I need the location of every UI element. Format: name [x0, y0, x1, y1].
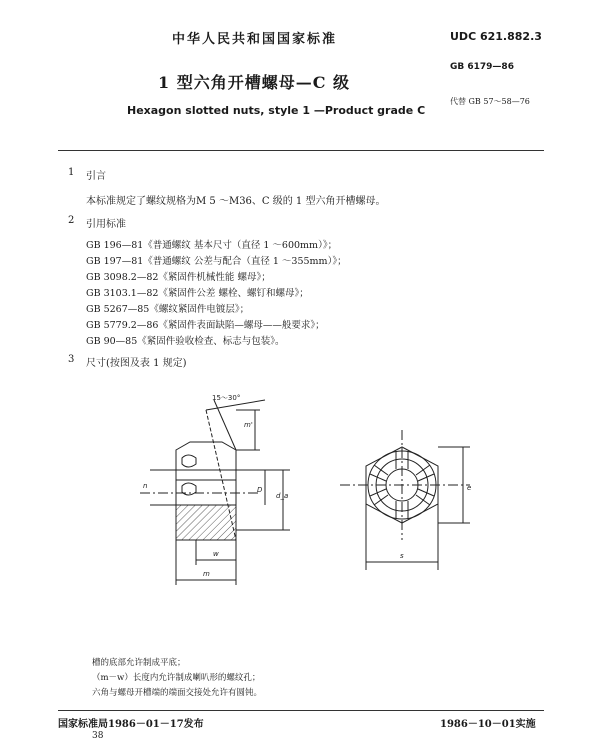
section-2-number: 2	[68, 215, 75, 226]
page-title: 1 型六角开槽螺母—C 级	[158, 73, 351, 92]
issued-date: 国家标准局1986－01－17发布	[58, 719, 204, 730]
standard-header-title: 中华人民共和国国家标准	[172, 32, 338, 47]
section-1-heading: 引言	[86, 171, 106, 182]
section-1-text: 本标准规定了螺纹规格为M 5 ～M36、C 级的 1 型六角开槽螺母。	[86, 196, 386, 207]
D-label: D	[257, 486, 263, 494]
section-2-heading: 引用标准	[86, 219, 126, 230]
udc-code: UDC 621.882.3	[450, 30, 542, 43]
effective-date: 1986－10－01实施	[440, 719, 536, 730]
reference-item: GB 3098.2—82《紧固件机械性能 螺母》；	[86, 272, 271, 283]
drawing-note: 槽的底部允许制成平底；	[92, 658, 186, 668]
w-label: w	[213, 550, 219, 558]
m-prime-label: m'	[244, 421, 253, 429]
replaces-note: 代替 GB 57～58—76	[450, 97, 530, 106]
m-label: m	[203, 570, 210, 578]
reference-item: GB 3103.1—82《紧固件公差 螺栓、螺钉和螺母》；	[86, 288, 309, 299]
drawing-note: 六角与螺母开槽端的端面交接处允许有圆钝。	[92, 688, 263, 698]
slot-upper	[182, 455, 196, 467]
drawing-note: （m－w）长度内允许制成喇叭形的螺纹孔；	[92, 673, 261, 683]
s-label: s	[400, 552, 404, 560]
section-3-heading: 尺寸(按图及表 1 规定)	[86, 358, 187, 369]
hatched-section	[176, 505, 236, 540]
angle-label: 15～30°	[212, 394, 241, 402]
footer-divider	[58, 710, 544, 711]
e-label: e	[467, 484, 472, 492]
n-label: n	[143, 482, 148, 490]
da-label: d_a	[276, 492, 289, 500]
page-number: 38	[92, 731, 104, 741]
front-view	[340, 430, 470, 570]
section-1-number: 1	[68, 167, 75, 178]
page-subtitle-en: Hexagon slotted nuts, style 1 —Product grade C	[127, 104, 426, 117]
gb-number: GB 6179—86	[450, 62, 514, 72]
reference-item: GB 197—81《普通螺纹 公差与配合（直径 1 ～355mm）》；	[86, 256, 347, 267]
reference-item: GB 5267—85《螺纹紧固件电镀层》；	[86, 304, 250, 315]
section-3-number: 3	[68, 354, 75, 365]
reference-item: GB 5779.2—86《紧固件表面缺陷—螺母——般要求》；	[86, 320, 325, 331]
reference-item: GB 196—81《普通螺纹 基本尺寸（直径 1 ～600mm）》；	[86, 240, 338, 251]
reference-item: GB 90—85《紧固件验收检查、标志与包装》。	[86, 336, 285, 347]
nut-crown-outline	[176, 442, 236, 505]
